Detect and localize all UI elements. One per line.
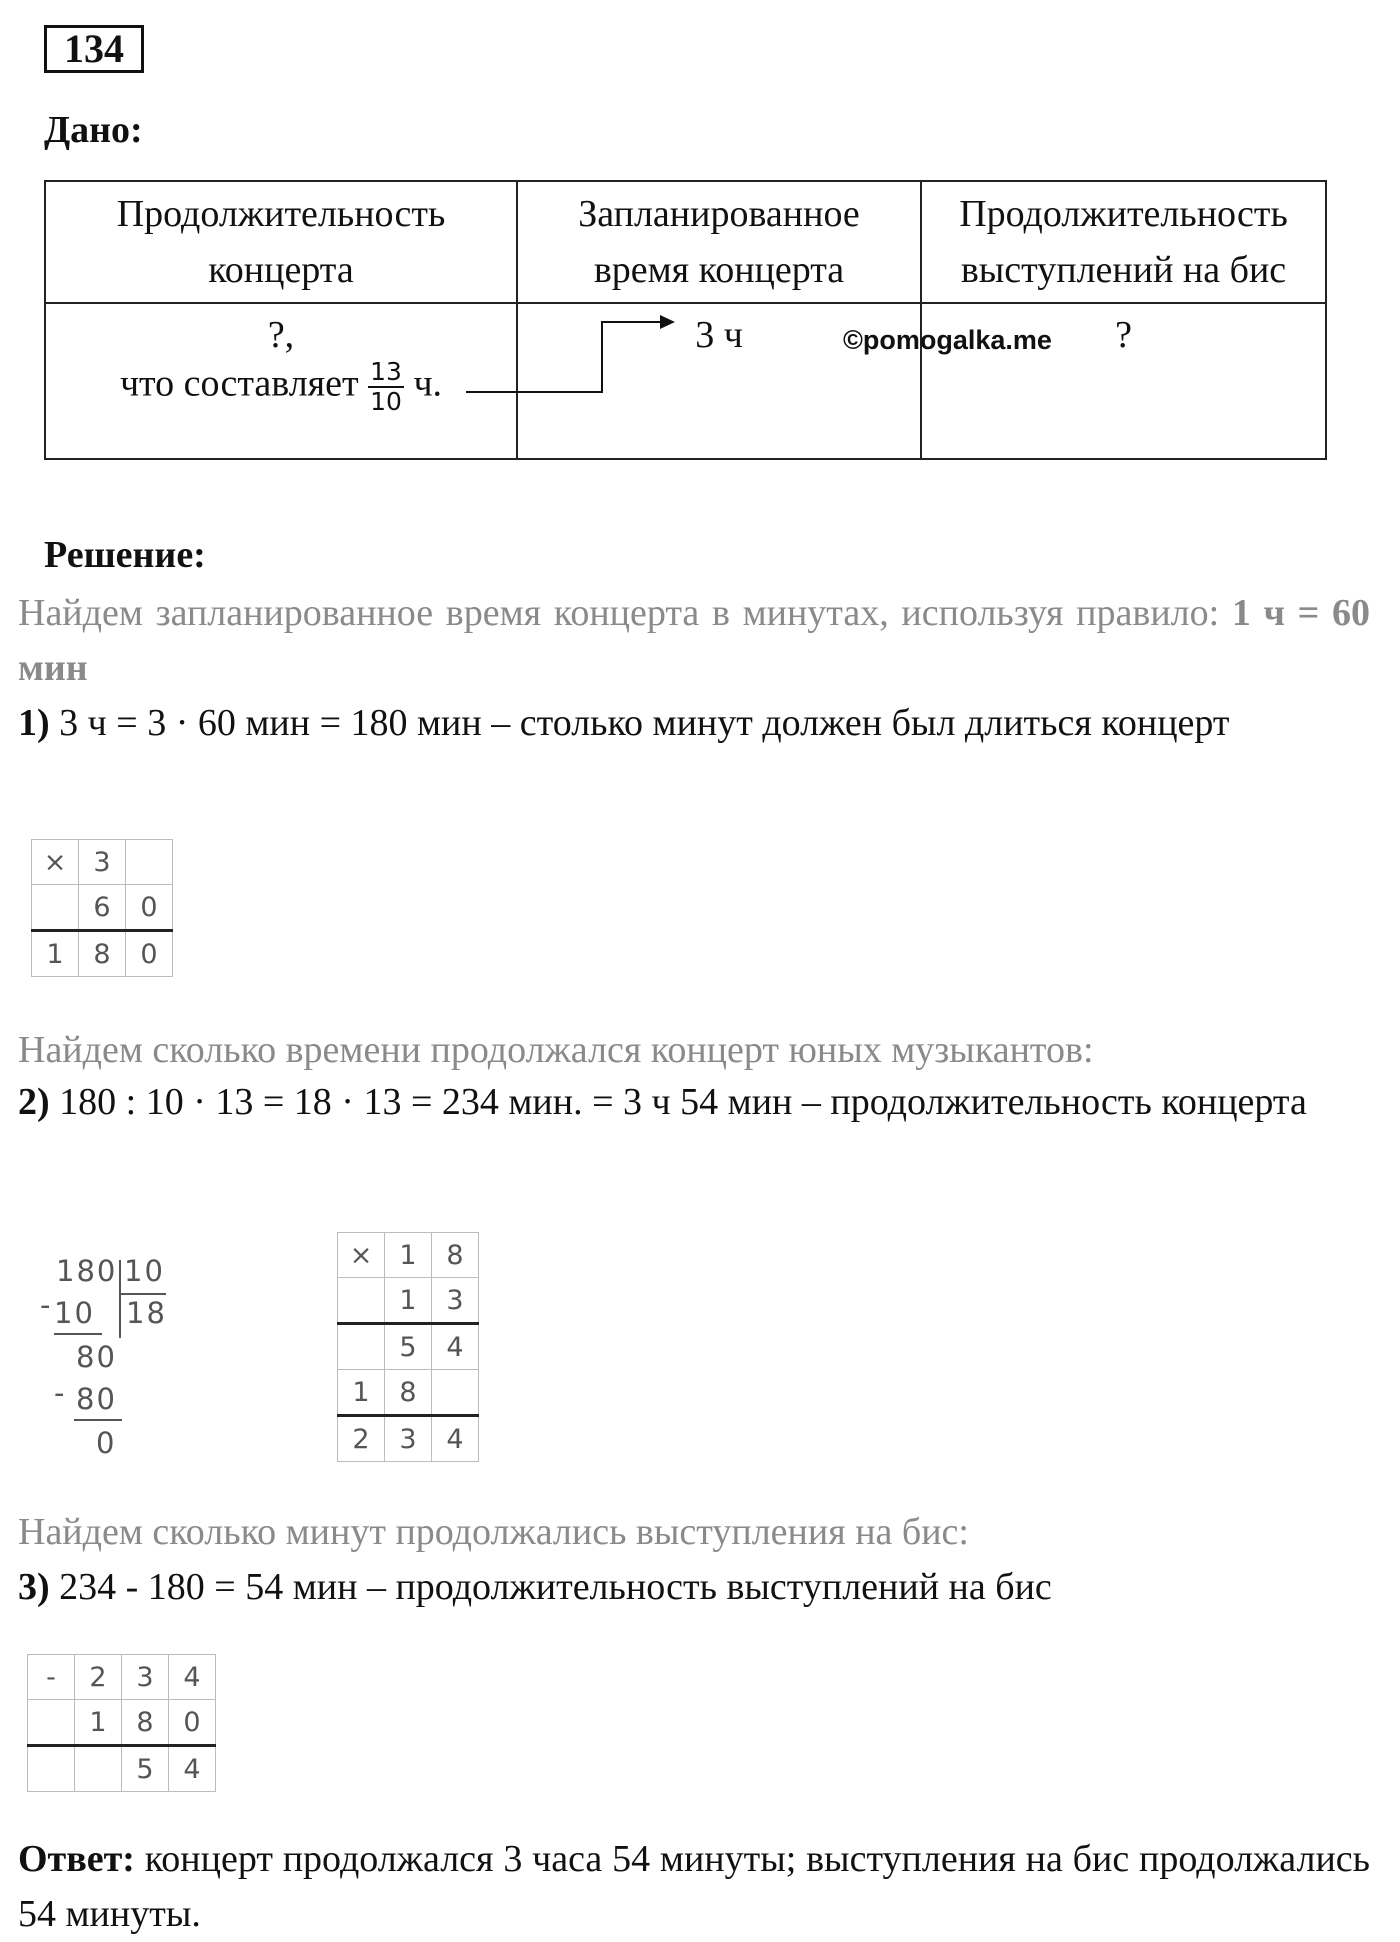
calc3-cell: 5 (122, 1746, 169, 1792)
calc2-cell (338, 1278, 385, 1324)
step3-text: 3) 234 - 180 = 54 мин – продолжительность выступлений на бис (18, 1566, 1052, 1608)
arrow-connector (0, 0, 1400, 500)
subtrahend-1: 10 (54, 1296, 95, 1330)
step2-intro: Найдем сколько времени продолжался концерт юных музыкантов: (18, 1029, 1094, 1071)
problem-number: 134 (44, 25, 144, 73)
long-division (40, 1250, 180, 1470)
subtrahend-2: 80 (76, 1382, 117, 1416)
cell-encore-duration: ? (921, 303, 1326, 459)
calc3-cell: 1 (75, 1700, 122, 1746)
step1-text: 1) 3 ч = 3 · 60 мин = 180 мин – столько минут должен был длиться концерт (18, 702, 1230, 744)
calc1-cell: 0 (126, 931, 173, 977)
calc2-cell: 3 (385, 1416, 432, 1462)
calc3-cell: 2 (75, 1655, 122, 1700)
step1-intro: Найдем запланированное время концерта в минутах, используя правило: 1 ч = 60 мин (18, 592, 1370, 689)
calc3-cell: 4 (169, 1746, 216, 1792)
solution-heading: Решение: (44, 534, 206, 576)
minus-sign: - (40, 1288, 53, 1322)
calc2-cell: 2 (338, 1416, 385, 1462)
calc1-cell (126, 840, 173, 885)
calc1-cell: 8 (79, 931, 126, 977)
calc2-cell: 3 (432, 1278, 479, 1324)
step3-intro: Найдем сколько минут продолжались выступления на бис: (18, 1511, 969, 1553)
remainder-2: 0 (96, 1426, 117, 1460)
calc2-cell: 8 (385, 1370, 432, 1416)
minus-sign: - (54, 1376, 67, 1410)
multiplication-grid-1 (31, 839, 173, 977)
step2-text: 2) 180 : 10 · 13 = 18 · 13 = 234 мин. = 3 ч 54 мин – продолжительность концерта (18, 1081, 1307, 1123)
calc1-cell (32, 885, 79, 931)
divisor: 10 (124, 1254, 165, 1288)
answer: Ответ: концерт продолжался 3 часа 54 минуты; выступления на бис продолжались 54 минуты. (18, 1838, 1370, 1935)
calc3-cell: 0 (169, 1700, 216, 1746)
calc1-cell: × (32, 840, 79, 885)
multiplication-grid-2 (337, 1232, 479, 1462)
calc3-cell: - (28, 1655, 75, 1700)
calc2-cell: 1 (385, 1278, 432, 1324)
calc3-cell: 8 (122, 1700, 169, 1746)
calc2-cell: 4 (432, 1416, 479, 1462)
calc2-cell (432, 1370, 479, 1416)
header-concert-duration: Продолжительность концерта (45, 181, 517, 303)
calc2-cell (338, 1324, 385, 1370)
header-encore-duration: Продолжительность выступлений на бис (921, 181, 1326, 303)
calc1-cell: 3 (79, 840, 126, 885)
calc3-cell (28, 1746, 75, 1792)
calc3-cell (28, 1700, 75, 1746)
cell-concert-duration: ?, что составляет $\frac{13}{10}$ ч. (45, 303, 517, 459)
quotient: 18 (126, 1296, 167, 1330)
subtraction-grid (27, 1654, 216, 1792)
calc2-cell: 5 (385, 1324, 432, 1370)
header-planned-time: Запланированное время концерта (517, 181, 921, 303)
given-heading: Дано: (44, 109, 143, 151)
dividend: 180 (56, 1254, 118, 1288)
calc2-cell: 4 (432, 1324, 479, 1370)
calc1-cell: 1 (32, 931, 79, 977)
calc1-cell: 0 (126, 885, 173, 931)
calc3-cell: 3 (122, 1655, 169, 1700)
remainder-1: 80 (76, 1340, 117, 1374)
calc2-cell: 1 (385, 1233, 432, 1278)
watermark: ©pomogalka.me (843, 325, 1052, 355)
cell-planned-time: 3 ч (517, 303, 921, 459)
fraction: $\frac{13}{10}$ (370, 357, 402, 416)
calc2-cell: × (338, 1233, 385, 1278)
calc1-cell: 6 (79, 885, 126, 931)
calc3-cell: 4 (169, 1655, 216, 1700)
calc3-cell (75, 1746, 122, 1792)
calc2-cell: 8 (432, 1233, 479, 1278)
calc2-cell: 1 (338, 1370, 385, 1416)
